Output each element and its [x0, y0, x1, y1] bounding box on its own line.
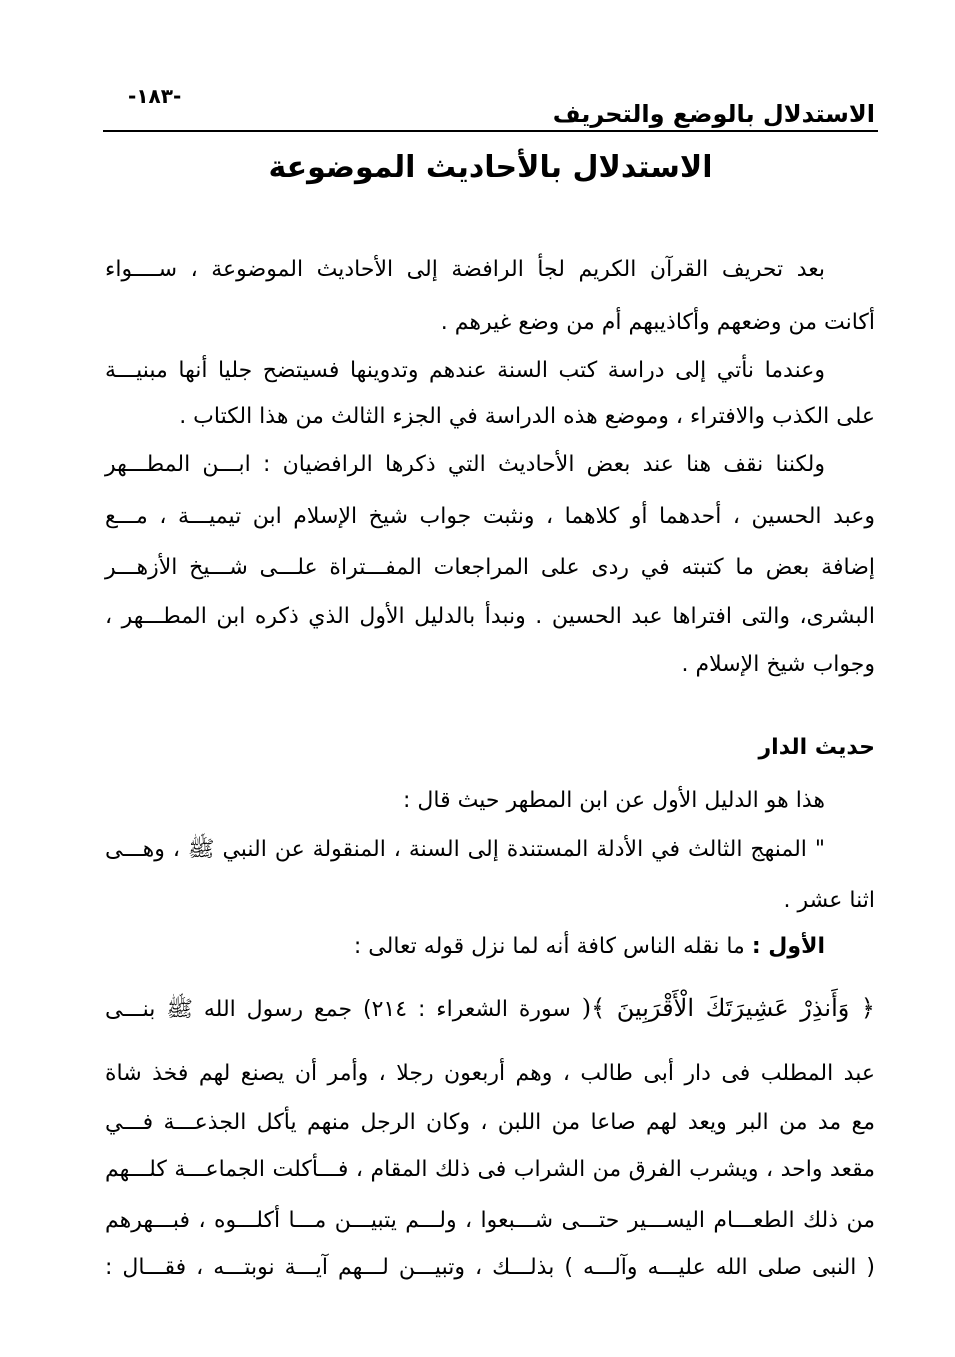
intro-line: وجواب شيخ الإسلام . — [681, 652, 875, 677]
section-line: " المنهج الثالث في الأدلة المستندة إلى السنة ، المنقولة عن النبي ﷺ ، وهـــى — [105, 837, 825, 862]
intro-line: ولكننا نقف هنا عند بعض الأحاديث التي ذكرها الرافضيان : ابـــن المطـــهر — [105, 452, 825, 477]
header-rule — [103, 130, 878, 132]
page-number: -١٨٣- — [128, 84, 182, 108]
section-line: هذا هو الدليل الأول عن ابن المطهر حيث قال : — [403, 788, 825, 813]
intro-line: بعد تحريف القرآن الكريم لجأ الرافضة إلى الأحاديث الموضوعة ، ســــواء — [105, 257, 825, 282]
verse-line-text: سورة الشعراء : ٢١٤) جمع رسول الله ﷺ بنـــى — [105, 997, 571, 1022]
first-label: الأول : — [751, 934, 825, 959]
section-title: حديث الدار — [758, 735, 875, 760]
first-proof-line — [105, 932, 875, 962]
intro-line: أكانت من وضعهم وأكاذيبهم أم من وضع غيرهم . — [440, 310, 875, 335]
chapter-title: الاستدلال بالأحاديث الموضوعة — [268, 150, 713, 185]
verse-line — [105, 993, 875, 1025]
intro-line: إضافة بعض ما كتبته في ردى على المراجعات المفـــتراة علـــى شـــيخ الأزهـــر — [105, 555, 875, 580]
section-line: مع مد من البر ويعد لهم صاعا من اللبن ، وكان الرجل منهم يأكل الجذعـــة فـــي — [105, 1110, 875, 1135]
section-line: من ذلك الطعـــام اليســـير حتـــى شـــبعوا ، ولـــم يتبيـــن مـــا أكلـــوه ، فبـــهرهم — [105, 1208, 875, 1233]
intro-line: وعبد الحسين ، أحدهما أو كلاهما ، ونثبت جواب شيخ الإسلام ابن تيميـــة ، مـــع — [105, 504, 875, 529]
section-line: اثنا عشر . — [783, 888, 875, 913]
running-head: الاستدلال بالوضع والتحريف — [552, 100, 875, 128]
section-line: ( النبى صلى الله عليـــه وآلـــه ) بذلـــك ، وتبيـــن لـــهم آيـــة نوبتـــه ، فقـــال : — [105, 1255, 875, 1280]
intro-line: البشرى، والتى افتراها عبد الحسين . ونبدأ بالدليل الأول الذي ذكره ابن المطـــهر ، — [105, 604, 875, 629]
intro-line: وعندما نأتي إلى دراسة كتب السنة عندهم وتدوينها فسيتضح جليا أنها مبنيـــة — [105, 358, 825, 383]
section-line: مقعد واحد ، ويشرب الفرق من الشراب فى ذلك المقام ، فـــأكلت الجماعـــة كلـــهم — [105, 1157, 875, 1182]
first-proof-text: ما نقله الناس كافة أنه لما نزل قوله تعالى : — [353, 934, 745, 959]
intro-line: على الكذب والافتراء ، وموضع هذه الدراسة في الجزء الثالث من هذا الكتاب . — [179, 404, 875, 429]
section-line: عبد المطلب فى دار أبى طالب ، وهم أربعون رجلا ، وأمر أن يصنع لهم فخذ شاة — [105, 1061, 875, 1086]
quran-verse: ﴿ وَأَنذِرْ عَشِيرَتَكَ الْأَقْرَبِينَ ﴾( — [581, 994, 875, 1022]
